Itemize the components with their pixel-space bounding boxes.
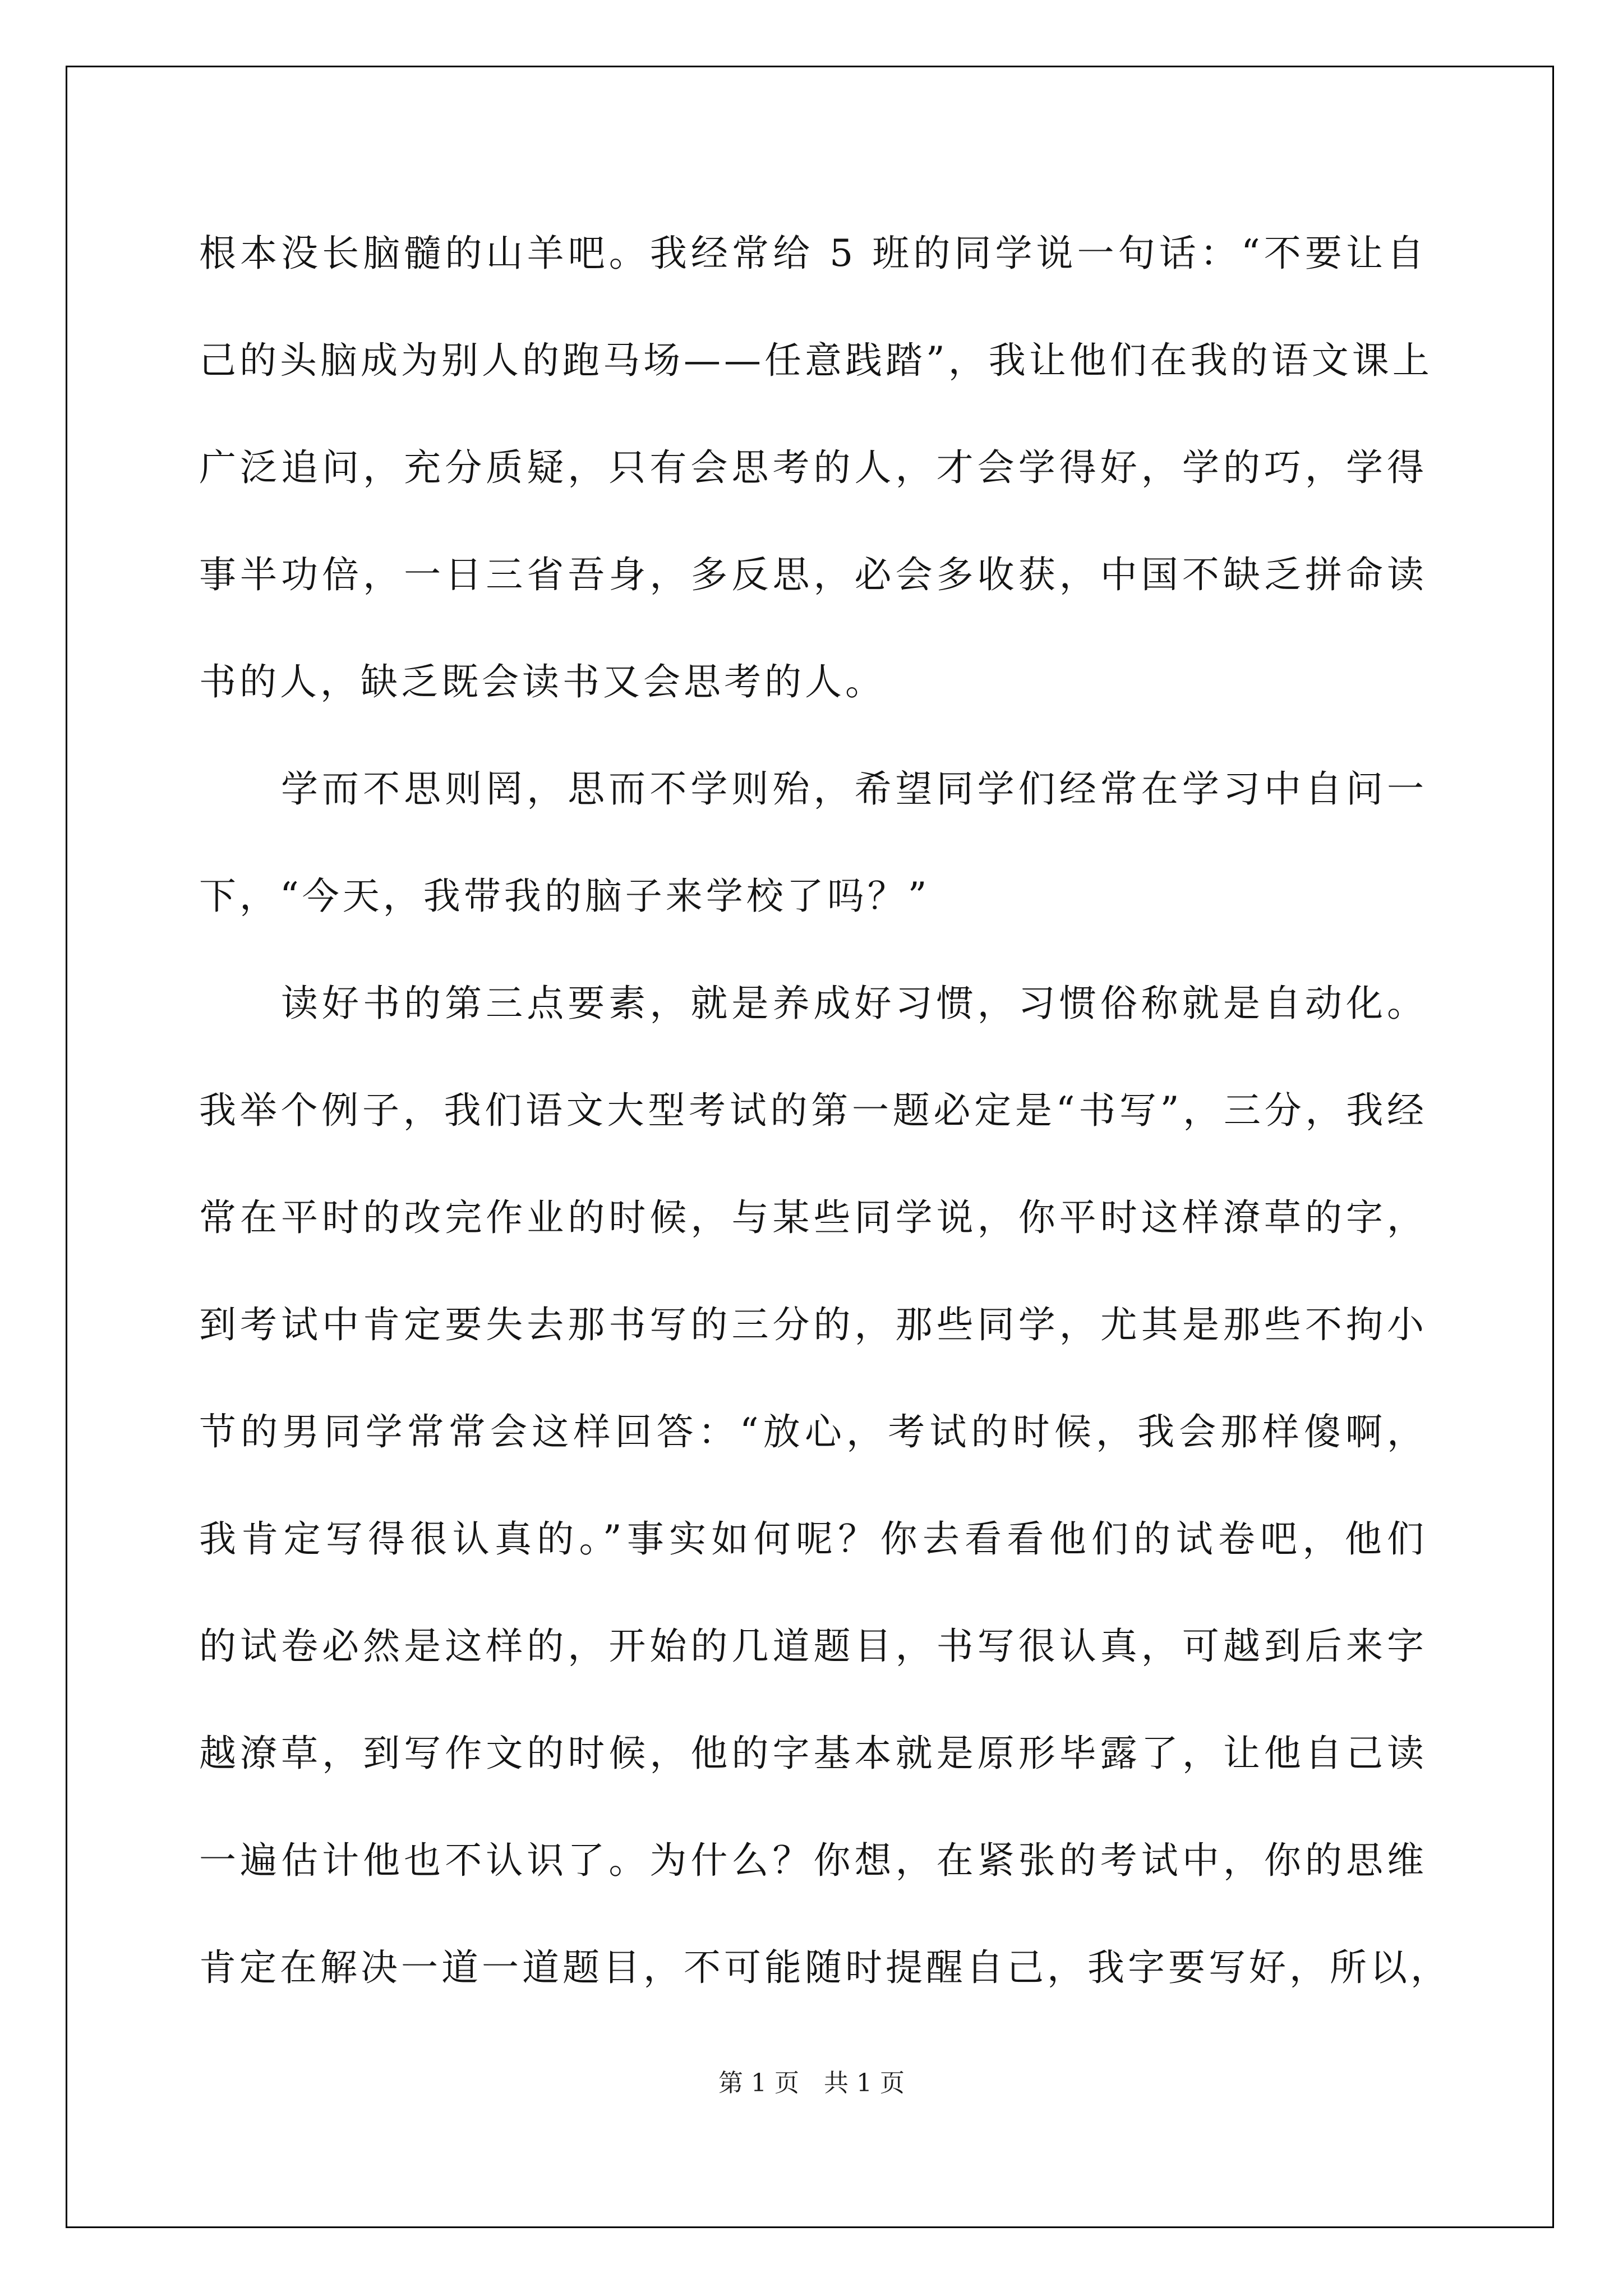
document-body: [199, 200, 1451, 2021]
text-line: 我举个例子，我们语文大型考试的第一题必定是“书写”，三分，我经: [199, 1089, 1427, 1132]
text-line: 节的男同学常常会这样回答：“放心，考试的时候，我会那样傻啊，: [199, 1410, 1427, 1453]
page-total: 共 1 页: [824, 2069, 905, 2097]
text-line: 下，“今天，我带我的脑子来学校了吗？”: [199, 875, 930, 918]
text-line: 根本没长脑髓的山羊吧。我经常给 5 班的同学说一句话：“不要让自: [199, 232, 1427, 275]
page-number: 第 1 页: [718, 2069, 799, 2097]
text-line: 学而不思则罔，思而不学则殆，希望同学们经常在学习中自问一: [281, 767, 1427, 811]
page-footer: [0, 2069, 1623, 2098]
text-line: 书的人，缺乏既会读书又会思考的人。: [199, 660, 886, 703]
text-line: 一遍估计他也不认识了。为什么？你想，在紧张的考试中，你的思维: [199, 1839, 1427, 1882]
text-line: 常在平时的改完作业的时候，与某些同学说，你平时这样潦草的字，: [199, 1196, 1427, 1239]
text-line: 到考试中肯定要失去那书写的三分的，那些同学，尤其是那些不拘小: [199, 1303, 1427, 1346]
text-line: 的试卷必然是这样的，开始的几道题目，书写很认真，可越到后来字: [199, 1625, 1427, 1668]
text-line: 越潦草，到写作文的时候，他的字基本就是原形毕露了，让他自己读: [199, 1732, 1427, 1775]
text-line: 广泛追问，充分质疑，只有会思考的人，才会学得好，学的巧，学得: [199, 446, 1427, 489]
text-line: 事半功倍，一日三省吾身，多反思，必会多收获，中国不缺乏拼命读: [199, 553, 1427, 596]
text-line: 肯定在解决一道一道题目，不可能随时提醒自己，我字要写好，所以，: [199, 1946, 1451, 1989]
text-line: 读好书的第三点要素，就是养成好习惯，习惯俗称就是自动化。: [281, 982, 1427, 1025]
text-line: 我肯定写得很认真的。”事实如何呢？你去看看他们的试卷吧，他们: [199, 1517, 1427, 1561]
text-line: 己的头脑成为别人的跑马场——任意践踏”，我让他们在我的语文课上: [199, 339, 1433, 382]
